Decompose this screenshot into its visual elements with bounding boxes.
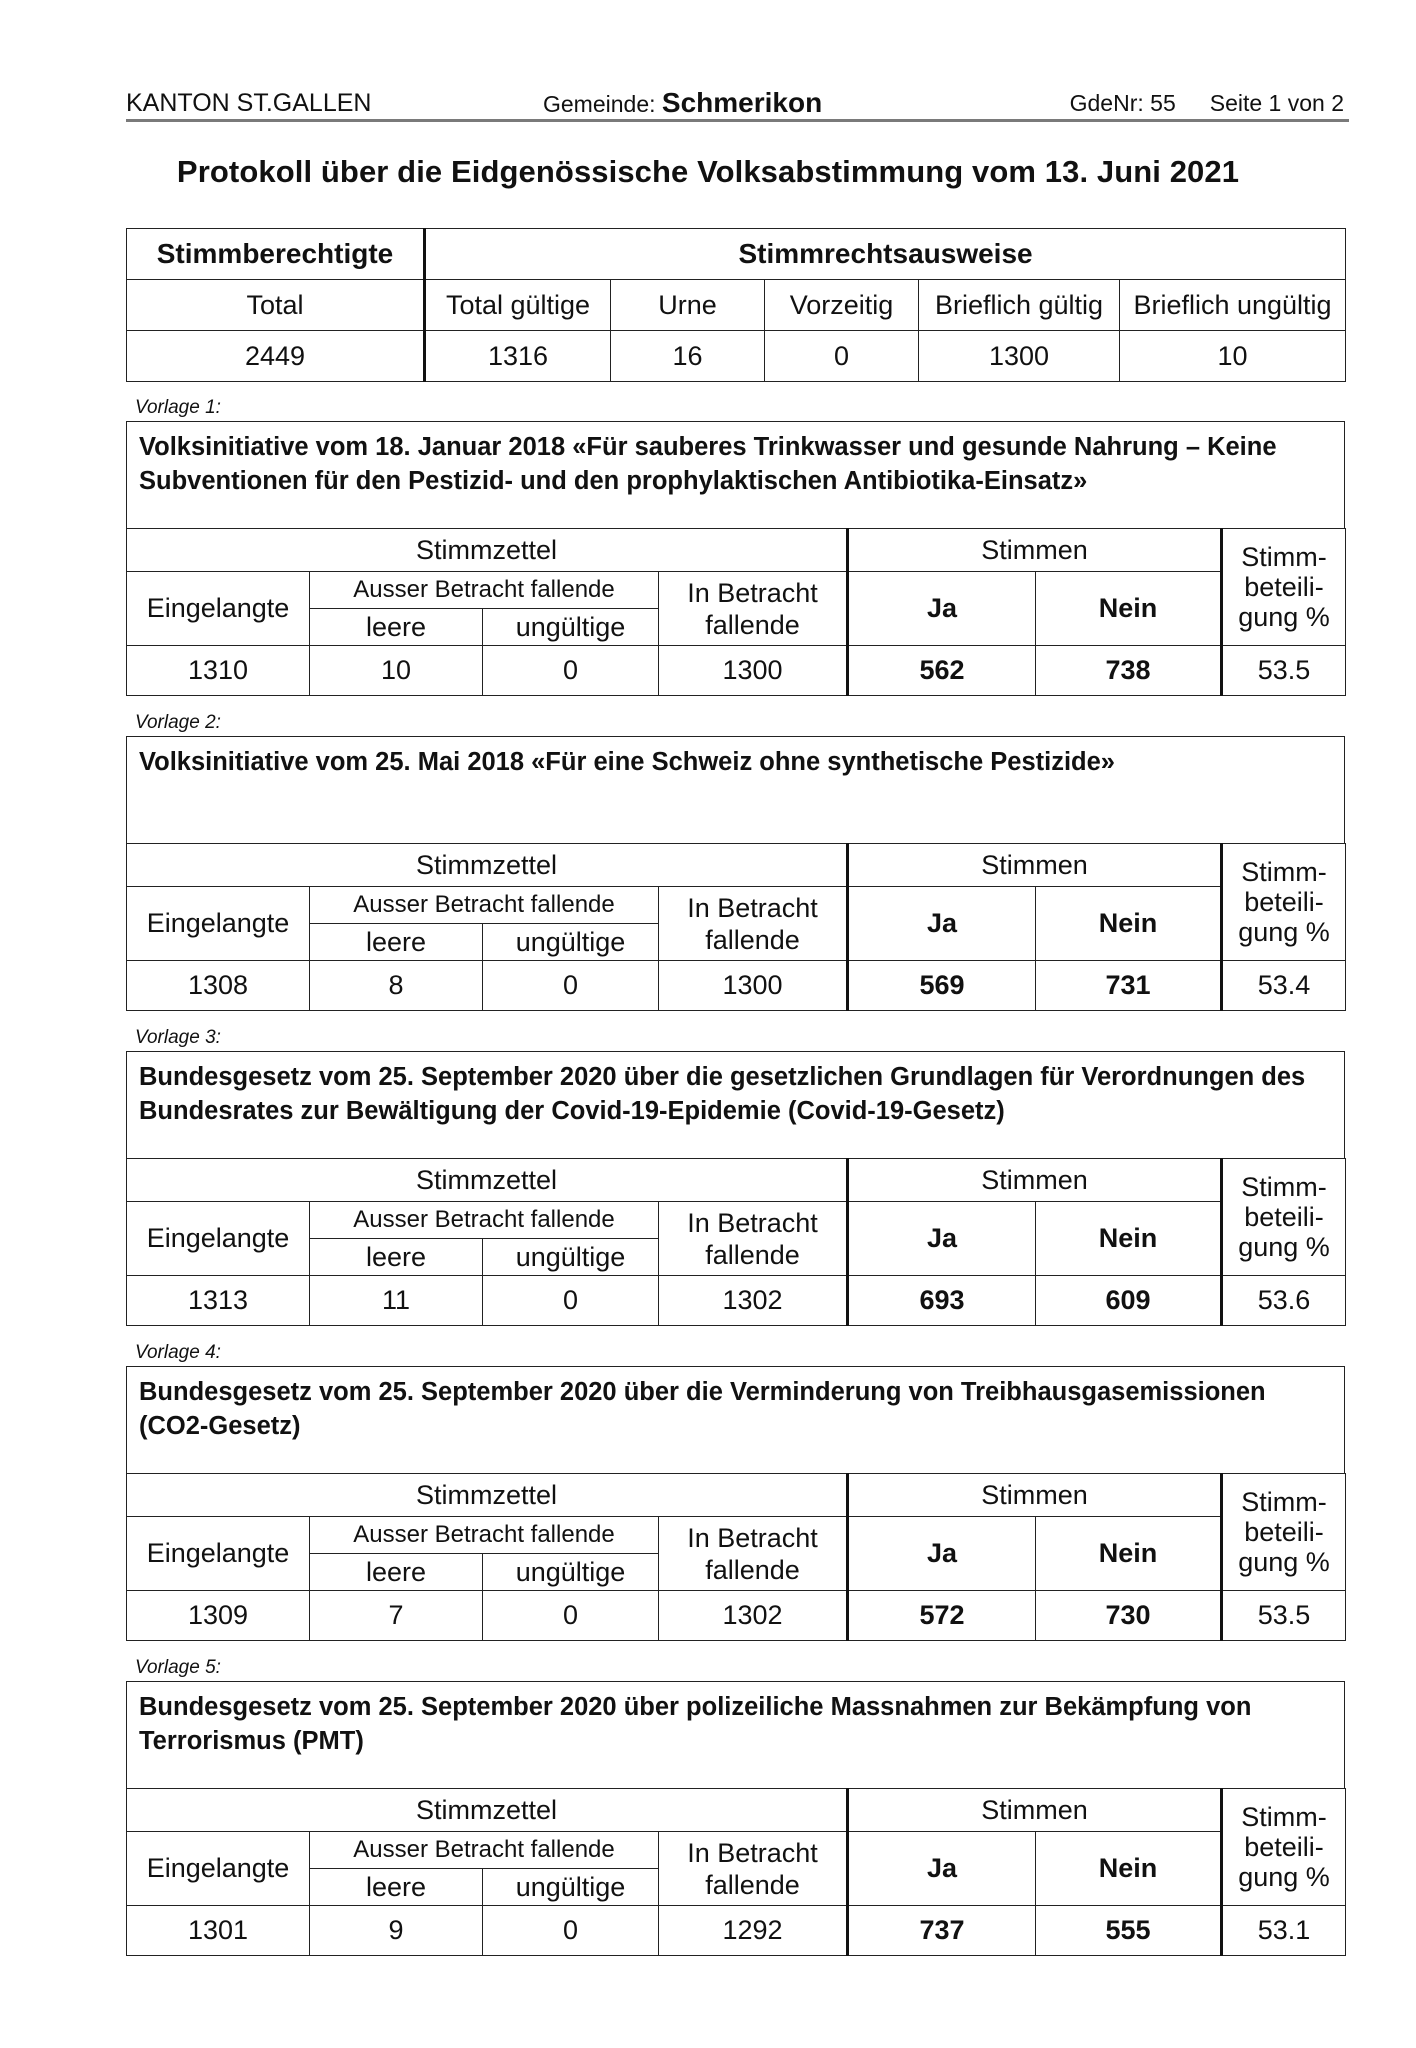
value-eingelangte: 1309 [127,1591,310,1641]
stimmen-header: Stimmen [848,529,1222,572]
value-in-betracht: 1302 [659,1591,848,1641]
in-betracht-line-1: In Betracht [687,1207,818,1238]
gde-nr: GdeNr: 55 [1069,90,1176,116]
value-nein: 738 [1036,646,1222,696]
stimmen-header: Stimmen [848,1789,1222,1832]
canton-name: KANTON ST.GALLEN [126,89,372,117]
vorlage-title-box [126,1366,1345,1473]
leere-header: leere [310,1239,483,1276]
value-nein: 555 [1036,1906,1222,1956]
vorlage-title: Bundesgesetz vom 25. September 2020 über die gesetzlichen Grundlagen für Verordnungen des Bundesrates zur Bewältigung der Covid-19-Epidemie (Covid-19-Gesetz) [139,1063,1306,1125]
gemeinde-name: Schmerikon [661,87,823,118]
value-leere: 11 [310,1276,483,1326]
nein-header: Nein [1036,1202,1222,1276]
stimmzettel-header: Stimmzettel [127,1159,848,1202]
vorlage-title: Volksinitiative vom 18. Januar 2018 «Für sauberes Trinkwasser und gesunde Nahrung – Keine Subventionen für den Pestizid- und den prophylaktischen Antibiotika-Einsatz» [139,433,1277,495]
value-leere: 10 [310,646,483,696]
value-total: 2449 [127,331,425,382]
value-in-betracht: 1300 [659,646,848,696]
ja-header: Ja [848,1832,1036,1906]
leere-header: leere [310,1869,483,1906]
value-in-betracht: 1302 [659,1276,848,1326]
stimmbeteiligung-header [1222,1789,1346,1906]
col-header-brieflich-gueltig: Brieflich gültig [919,280,1120,331]
value-stimmbeteiligung: 53.1 [1222,1906,1346,1956]
value-in-betracht: 1300 [659,961,848,1011]
value-eingelangte: 1308 [127,961,310,1011]
in-betracht-header [659,572,848,646]
value-nein: 609 [1036,1276,1222,1326]
stimmbeteiligung-line-1: Stimm- [1241,1487,1327,1517]
value-vorzeitig: 0 [765,331,919,382]
leere-header: leere [310,609,483,646]
col-header-vorzeitig: Vorzeitig [765,280,919,331]
ungueltige-header: ungültige [483,924,659,961]
stimmen-header: Stimmen [848,1159,1222,1202]
eingelangte-header: Eingelangte [127,1832,310,1906]
ungueltige-header: ungültige [483,1869,659,1906]
ausser-betracht-header: Ausser Betracht fallende [310,1517,659,1554]
stimmzettel-header: Stimmzettel [127,844,848,887]
stimmbeteiligung-header [1222,1474,1346,1591]
stimmbeteiligung-header [1222,1159,1346,1276]
value-stimmbeteiligung: 53.5 [1222,1591,1346,1641]
stimmen-header: Stimmen [848,844,1222,887]
value-nein: 731 [1036,961,1222,1011]
eingelangte-header: Eingelangte [127,1202,310,1276]
stimmbeteiligung-line-2: beteili- [1244,887,1324,917]
value-total-gueltige: 1316 [425,331,611,382]
vorlage-label: Vorlage 5: [135,1657,221,1678]
vorlage-results-table [126,843,1346,1011]
gemeinde-label: Gemeinde: [543,91,656,117]
col-header-urne: Urne [611,280,765,331]
stimmberechtigte-header: Stimmberechtigte [127,229,425,280]
vorlage-title-box [126,736,1345,843]
vorlage-title: Bundesgesetz vom 25. September 2020 über polizeiliche Massnahmen zur Bekämpfung von Terrorismus (PMT) [139,1693,1252,1755]
vorlage-title: Bundesgesetz vom 25. September 2020 über die Verminderung von Treibhausgasemissionen (CO2-Gesetz) [139,1378,1266,1440]
ausser-betracht-header: Ausser Betracht fallende [310,1832,659,1869]
ja-header: Ja [848,1517,1036,1591]
value-ungueltige: 0 [483,961,659,1011]
value-leere: 8 [310,961,483,1011]
value-ungueltige: 0 [483,1591,659,1641]
stimmbeteiligung-line-2: beteili- [1244,572,1324,602]
stimmzettel-header: Stimmzettel [127,1474,848,1517]
stimmbeteiligung-line-2: beteili- [1244,1832,1324,1862]
in-betracht-header [659,1517,848,1591]
vorlage-results-table [126,1788,1346,1956]
vorlage-title: Volksinitiative vom 25. Mai 2018 «Für eine Schweiz ohne synthetische Pestizide» [139,748,1115,776]
nein-header: Nein [1036,1832,1222,1906]
page-number: Seite 1 von 2 [1209,90,1344,116]
col-header-brieflich-ungueltig: Brieflich ungültig [1120,280,1346,331]
page-title: Protokoll über die Eidgenössische Volksabstimmung vom 13. Juni 2021 [176,154,1240,189]
vorlage-results-table [126,1158,1346,1326]
ja-header: Ja [848,1202,1036,1276]
ungueltige-header: ungültige [483,1239,659,1276]
value-brieflich-gueltig: 1300 [919,331,1120,382]
col-header-total-gueltige: Total gültige [425,280,611,331]
value-ja: 569 [848,961,1036,1011]
ausser-betracht-header: Ausser Betracht fallende [310,887,659,924]
ungueltige-header: ungültige [483,609,659,646]
stimmbeteiligung-line-3: gung % [1238,602,1330,632]
ja-header: Ja [848,887,1036,961]
value-eingelangte: 1313 [127,1276,310,1326]
vorlage-title-box [126,1681,1345,1788]
in-betracht-line-1: In Betracht [687,1522,818,1553]
ja-header: Ja [848,572,1036,646]
stimmzettel-header: Stimmzettel [127,1789,848,1832]
stimmen-header: Stimmen [848,1474,1222,1517]
in-betracht-line-2: fallende [705,1239,800,1270]
in-betracht-line-2: fallende [705,609,800,640]
value-nein: 730 [1036,1591,1222,1641]
in-betracht-header [659,887,848,961]
in-betracht-line-2: fallende [705,1554,800,1585]
col-header-total: Total [127,280,425,331]
stimmbeteiligung-line-1: Stimm- [1241,1172,1327,1202]
in-betracht-line-1: In Betracht [687,892,818,923]
nein-header: Nein [1036,572,1222,646]
eingelangte-header: Eingelangte [127,887,310,961]
nein-header: Nein [1036,1517,1222,1591]
value-ja: 562 [848,646,1036,696]
value-brieflich-ungueltig: 10 [1120,331,1346,382]
stimmbeteiligung-line-3: gung % [1238,1232,1330,1262]
value-urne: 16 [611,331,765,382]
vorlage-label: Vorlage 1: [135,397,221,418]
nein-header: Nein [1036,887,1222,961]
stimmbeteiligung-header [1222,529,1346,646]
vorlage-results-table [126,1473,1346,1641]
ausser-betracht-header: Ausser Betracht fallende [310,1202,659,1239]
value-ja: 572 [848,1591,1036,1641]
value-leere: 9 [310,1906,483,1956]
in-betracht-header [659,1832,848,1906]
stimmbeteiligung-line-2: beteili- [1244,1517,1324,1547]
in-betracht-header [659,1202,848,1276]
value-stimmbeteiligung: 53.5 [1222,646,1346,696]
gemeinde [543,88,822,119]
vorlage-results-table [126,528,1346,696]
stimmbeteiligung-header [1222,844,1346,961]
header-divider [126,119,1349,122]
value-ja: 693 [848,1276,1036,1326]
value-leere: 7 [310,1591,483,1641]
eingelangte-header: Eingelangte [127,1517,310,1591]
vorlage-label: Vorlage 2: [135,712,221,733]
leere-header: leere [310,1554,483,1591]
stimmbeteiligung-line-2: beteili- [1244,1202,1324,1232]
stimmbeteiligung-line-3: gung % [1238,1547,1330,1577]
in-betracht-line-1: In Betracht [687,577,818,608]
vorlage-label: Vorlage 4: [135,1342,221,1363]
stimmbeteiligung-line-1: Stimm- [1241,1802,1327,1832]
ungueltige-header: ungültige [483,1554,659,1591]
value-stimmbeteiligung: 53.6 [1222,1276,1346,1326]
vorlage-title-box [126,1051,1345,1158]
stimmrechtsausweise-header: Stimmrechtsausweise [425,229,1346,280]
value-ungueltige: 0 [483,1276,659,1326]
in-betracht-line-2: fallende [705,1869,800,1900]
stimmbeteiligung-line-3: gung % [1238,1862,1330,1892]
ausser-betracht-header: Ausser Betracht fallende [310,572,659,609]
stimmbeteiligung-line-1: Stimm- [1241,857,1327,887]
stimmzettel-header: Stimmzettel [127,529,848,572]
value-ja: 737 [848,1906,1036,1956]
in-betracht-line-2: fallende [705,924,800,955]
value-eingelangte: 1310 [127,646,310,696]
value-ungueltige: 0 [483,1906,659,1956]
eingelangte-header: Eingelangte [127,572,310,646]
vorlage-title-box [126,421,1345,528]
summary-table [126,228,1346,382]
vorlage-label: Vorlage 3: [135,1027,221,1048]
value-ungueltige: 0 [483,646,659,696]
stimmbeteiligung-line-1: Stimm- [1241,542,1327,572]
stimmbeteiligung-line-3: gung % [1238,917,1330,947]
leere-header: leere [310,924,483,961]
value-eingelangte: 1301 [127,1906,310,1956]
value-stimmbeteiligung: 53.4 [1222,961,1346,1011]
value-in-betracht: 1292 [659,1906,848,1956]
header-right [1070,88,1344,118]
in-betracht-line-1: In Betracht [687,1837,818,1868]
